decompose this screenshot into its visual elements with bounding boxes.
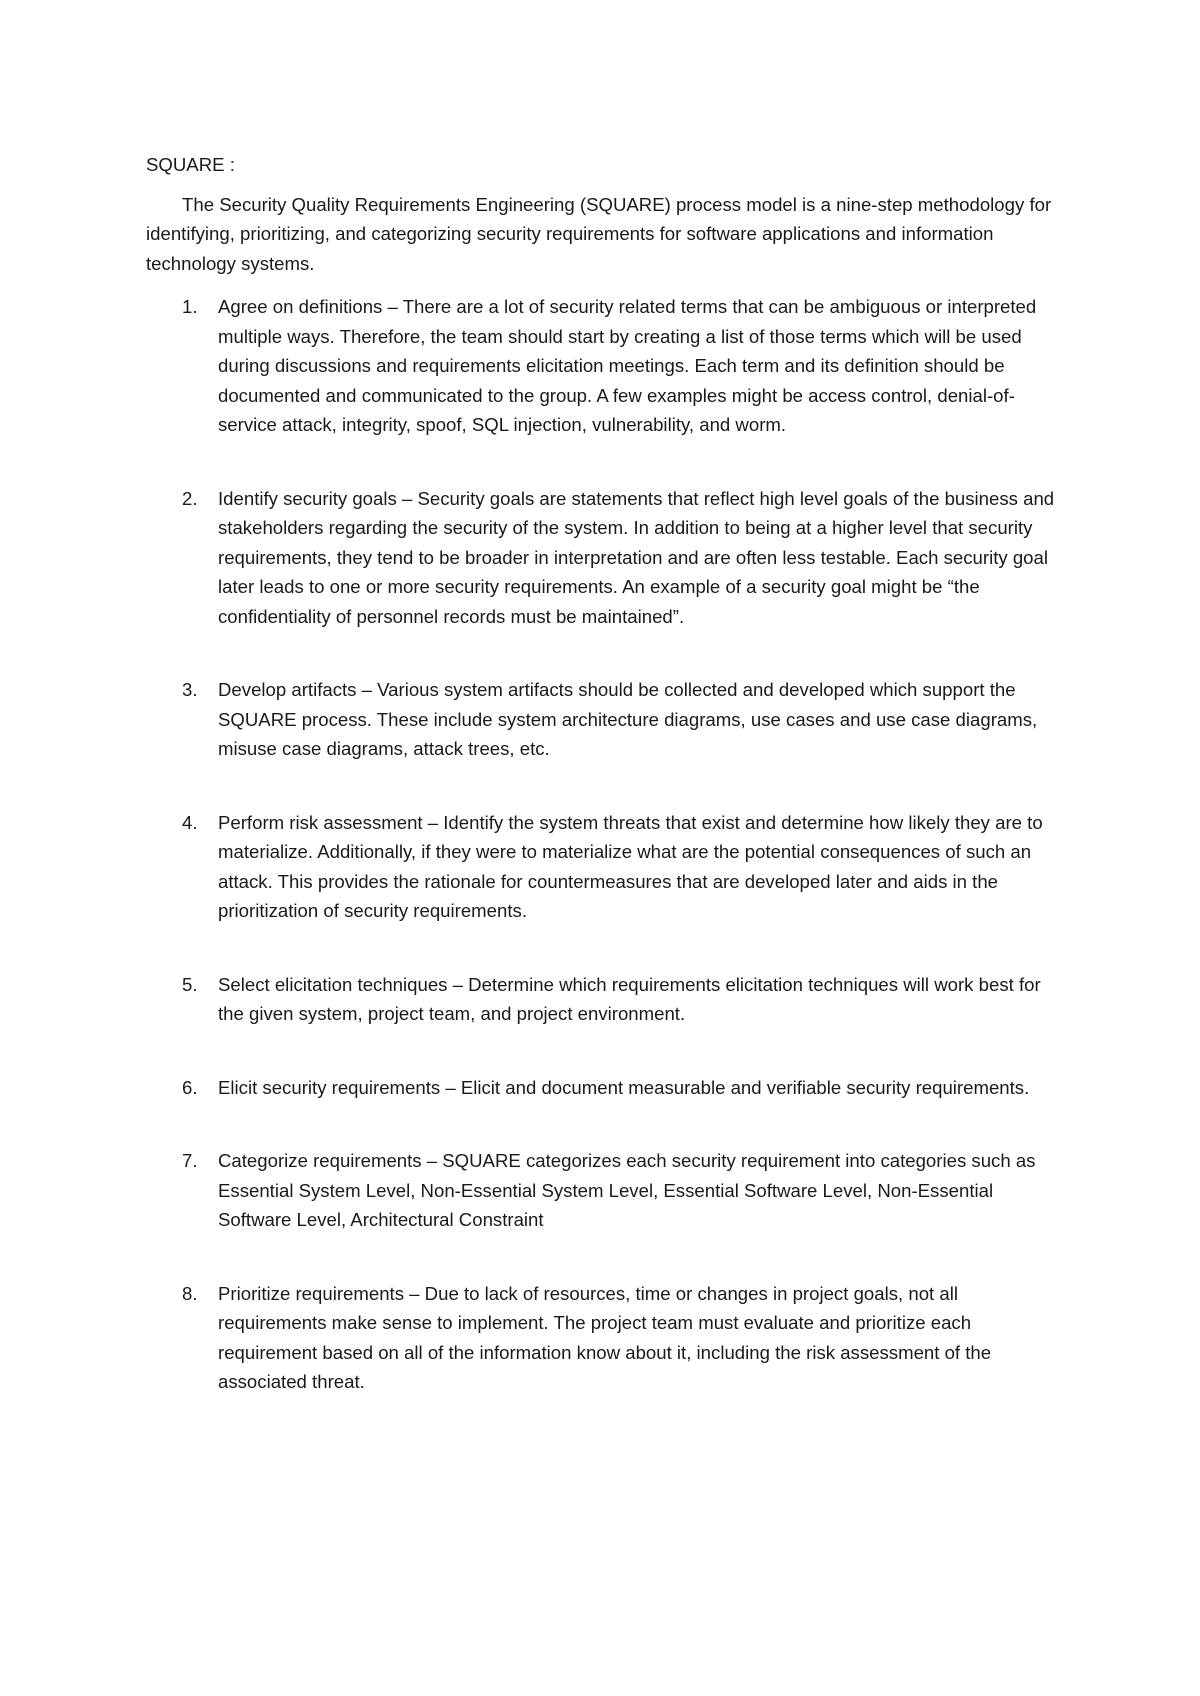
document-heading: SQUARE : [146, 154, 235, 175]
step-item-6 [146, 1073, 1066, 1103]
steps-list [146, 292, 1066, 1397]
step-item-2 [146, 484, 1066, 632]
step-item-7 [146, 1146, 1066, 1235]
step-text: Elicit security requirements – Elicit and document measurable and verifiable security requirements. [218, 1076, 1030, 1098]
step-number: 7. [182, 1150, 198, 1171]
step-number: 1. [182, 296, 198, 317]
step-number: 5. [182, 973, 198, 995]
step-item-5 [146, 970, 1066, 1029]
step-number: 4. [182, 811, 198, 833]
step-text: Select elicitation techniques – Determine which requirements elicitation techniques will work best for the given system, project team, and project environment. [218, 973, 1041, 1024]
step-text: Agree on definitions – There are a lot of security related terms that can be ambiguous or interpreted multiple ways. Therefore, the team should start by creating a list of those terms which will be used during discussions and requirements elicitation meetings. Each term and its definition should be documented and communicated to the group. A few examples might be access control, denial-of-service attack, integrity, spoof, SQL injection, vulnerability, and worm. [218, 296, 1037, 435]
step-item-4 [146, 808, 1066, 926]
step-number: 8. [182, 1282, 198, 1304]
step-text: Categorize requirements – SQUARE categorizes each security requirement into categories such as Essential System Level, Non-Essential System Level, Essential Software Level, Non-Essential Software Level, Architectural Constraint [218, 1150, 1036, 1230]
document-body [146, 150, 1066, 1397]
intro-paragraph: The Security Quality Requirements Engineering (SQUARE) process model is a nine-step methodology for identifying, prioritizing, and categorizing security requirements for software applications and information technology systems. [146, 193, 1052, 274]
step-number: 6. [182, 1076, 198, 1098]
step-item-1 [146, 292, 1066, 440]
step-text: Perform risk assessment – Identify the system threats that exist and determine how likely they are to materialize. Additionally, if they were to materialize what are the potential consequences of such an attack. This provides the rationale for countermeasures that are developed later and aids in the prioritization of security requirements. [218, 811, 1043, 921]
step-item-3 [146, 675, 1066, 764]
step-number: 3. [182, 679, 198, 700]
step-text: Prioritize requirements – Due to lack of resources, time or changes in project goals, not all requirements make sense to implement. The project team must evaluate and prioritize each requirement based on all of the information know about it, including the risk assessment of the associated threat. [218, 1282, 992, 1392]
step-text: Develop artifacts – Various system artifacts should be collected and developed which support the SQUARE process. These include system architecture diagrams, use cases and use case diagrams, misuse case diagrams, attack trees, etc. [218, 679, 1038, 759]
step-number: 2. [182, 487, 198, 509]
step-text: Identify security goals – Security goals are statements that reflect high level goals of the business and stakeholders regarding the security of the system. In addition to being at a higher level that security requirements, they tend to be broader in interpretation and are often less testable. Each security goal later leads to one or more security requirements. An example of a security goal might be “the confidentiality of personnel records must be maintained”. [218, 487, 1055, 627]
step-item-8 [146, 1279, 1066, 1397]
